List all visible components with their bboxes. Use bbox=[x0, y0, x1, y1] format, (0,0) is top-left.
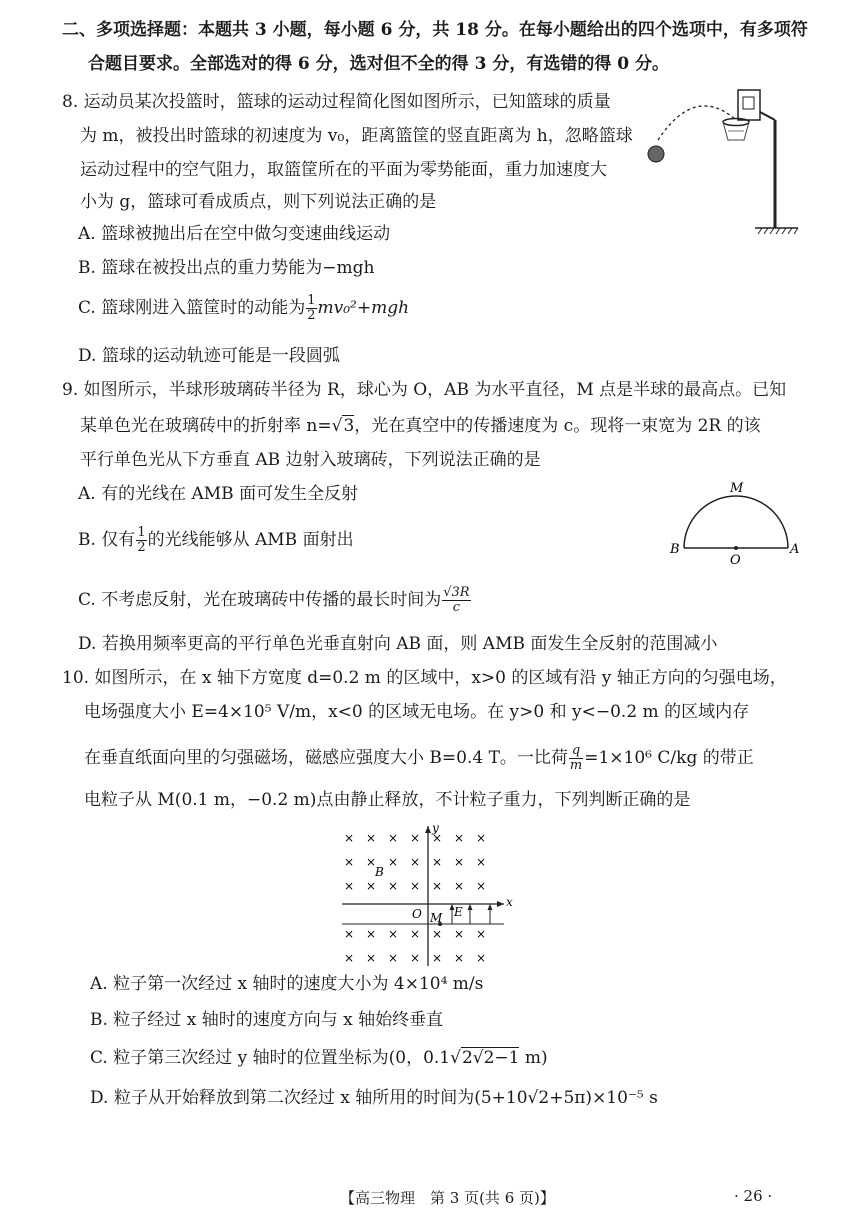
q8-option-d: D. 篮球的运动轨迹可能是一段圆弧 bbox=[78, 346, 340, 366]
q9-option-d: D. 若换用频率更高的平行单色光垂直射向 AB 面，则 AMB 面发生全反射的范围减小 bbox=[78, 634, 718, 654]
q8-option-c-text: C. 篮球刚进入篮筐时的动能为 bbox=[78, 298, 306, 318]
label-y: y bbox=[432, 821, 439, 835]
field-cross-mark: × bbox=[388, 831, 399, 845]
field-cross-mark: × bbox=[476, 879, 487, 893]
q9-option-b-fraction bbox=[136, 526, 146, 555]
q10-option-a: A. 粒子第一次经过 x 轴时的速度大小为 4×10⁴ m/s bbox=[90, 974, 484, 994]
label-b: B bbox=[375, 865, 384, 879]
field-cross-mark: × bbox=[344, 927, 355, 941]
field-cross-mark: × bbox=[454, 951, 465, 965]
ground-hatch bbox=[758, 228, 798, 234]
field-diagram bbox=[332, 820, 522, 972]
q9-option-c bbox=[78, 586, 472, 615]
q10-stem-line2: 电场强度大小 E=4×10⁵ V/m，x<0 的区域无电场。在 y>0 和 y<−0.2 m 的区域内存 bbox=[84, 702, 750, 722]
q9-stem-line2-pre: 某单色光在玻璃砖中的折射率 n= bbox=[80, 416, 332, 436]
q10-option-b: B. 粒子经过 x 轴时的速度方向与 x 轴始终垂直 bbox=[90, 1010, 444, 1030]
hoop-rim bbox=[723, 119, 749, 126]
q10-stem-line3 bbox=[84, 744, 754, 773]
label-a: A bbox=[790, 542, 800, 557]
q10-option-c-post: m) bbox=[519, 1048, 548, 1068]
q10-stem-line3-pre: 在垂直纸面向里的匀强磁场，磁感应强度大小 B=0.4 T。一比荷 bbox=[84, 748, 568, 768]
field-cross-mark: × bbox=[432, 951, 443, 965]
field-cross-mark: × bbox=[432, 855, 443, 869]
q10-stem-line3-post: =1×10⁶ C/kg 的带正 bbox=[584, 748, 754, 768]
label-m: M bbox=[430, 911, 443, 925]
q8-option-c bbox=[78, 294, 409, 323]
field-cross-mark: × bbox=[410, 831, 421, 845]
field-cross-mark: × bbox=[454, 855, 465, 869]
q8-option-c-numerator: 1 bbox=[307, 293, 316, 308]
basketball-diagram bbox=[640, 82, 802, 240]
q9-stem-line2: 某单色光在玻璃砖中的折射率 n=√3，光在真空中的传播速度为 c。现将一束宽为 2R 的该 bbox=[80, 416, 761, 436]
q10-stem-line1: 10. 如图所示，在 x 轴下方宽度 d=0.2 m 的区域中，x>0 的区域有沿 y 轴正方向的匀强电场， bbox=[62, 668, 787, 688]
q9-option-c-numerator: √3R bbox=[443, 585, 470, 600]
field-cross-mark: × bbox=[454, 879, 465, 893]
q10-option-c: C. 粒子第三次经过 y 轴时的位置坐标为(0，0.1√2√2−1 m) bbox=[90, 1048, 548, 1068]
field-cross-mark: × bbox=[388, 927, 399, 941]
q9-option-a: A. 有的光线在 AMB 面可发生全反射 bbox=[78, 484, 359, 504]
field-cross-mark: × bbox=[344, 879, 355, 893]
field-cross-mark: × bbox=[476, 927, 487, 941]
label-x: x bbox=[506, 895, 513, 909]
backboard-square bbox=[743, 97, 754, 109]
field-cross-mark: × bbox=[344, 951, 355, 965]
backboard bbox=[738, 90, 760, 120]
field-cross-mark: × bbox=[388, 855, 399, 869]
basketball-icon bbox=[648, 146, 664, 162]
q8-option-c-fraction bbox=[306, 294, 316, 323]
q9-stem-line3: 平行单色光从下方垂直 AB 边射入玻璃砖，下列说法正确的是 bbox=[80, 450, 541, 470]
label-m: M bbox=[730, 481, 744, 496]
q8-option-a: A. 篮球被抛出后在空中做匀变速曲线运动 bbox=[78, 224, 391, 244]
q9-option-b-post: 的光线能够从 AMB 面射出 bbox=[147, 530, 354, 550]
q8-option-b: B. 篮球在被投出点的重力势能为−mgh bbox=[78, 258, 375, 278]
q8-stem-line2: 为 m，被投出时篮球的初速度为 v₀，距离篮筐的竖直距离为 h，忽略篮球 bbox=[80, 126, 633, 146]
q10-charge-ratio-denominator: m bbox=[569, 758, 583, 773]
q9-stem-sqrt: 3 bbox=[343, 416, 355, 436]
field-cross-mark: × bbox=[476, 831, 487, 845]
page-footer: 【高三物理 第 3 页(共 6 页)】 bbox=[340, 1189, 555, 1207]
q9-option-c-fraction bbox=[442, 586, 470, 615]
field-cross-mark: × bbox=[454, 927, 465, 941]
field-cross-mark: × bbox=[410, 879, 421, 893]
field-cross-mark: × bbox=[366, 879, 377, 893]
q10-charge-ratio-numerator: q bbox=[569, 744, 583, 759]
section-header-line2: 合题目要求。全部选对的得 6 分，选对但不全的得 3 分，有选错的得 0 分。 bbox=[88, 54, 669, 74]
q9-stem-line2-post: ，光在真空中的传播速度为 c。现将一束宽为 2R 的该 bbox=[354, 416, 761, 436]
field-cross-mark: × bbox=[432, 879, 443, 893]
q10-option-d: D. 粒子从开始释放到第二次经过 x 轴所用的时间为(5+10√2+5π)×10⁻⁵ s bbox=[90, 1088, 658, 1108]
x-axis-arrowhead bbox=[497, 901, 504, 907]
hoop-arm bbox=[760, 112, 775, 120]
field-cross-mark: × bbox=[366, 951, 377, 965]
magnetic-field-crosses bbox=[344, 831, 486, 965]
label-o: O bbox=[730, 553, 741, 568]
q9-stem-line1: 9. 如图所示，半球形玻璃砖半径为 R，球心为 O，AB 为水平直径，M 点是半球的最高点。已知 bbox=[62, 380, 787, 400]
field-cross-mark: × bbox=[410, 927, 421, 941]
field-cross-mark: × bbox=[366, 831, 377, 845]
q8-stem-line3: 运动过程中的空气阻力，取篮筐所在的平面为零势能面，重力加速度大 bbox=[80, 160, 607, 180]
field-cross-mark: × bbox=[388, 879, 399, 893]
q10-option-c-sqrt: 2√2−1 bbox=[461, 1048, 520, 1068]
q8-stem-line4: 小为 g，篮球可看成质点，则下列说法正确的是 bbox=[80, 192, 437, 212]
page-number: · 26 · bbox=[734, 1187, 773, 1205]
q9-option-b bbox=[78, 526, 354, 555]
center-point-o bbox=[734, 546, 738, 550]
field-cross-mark: × bbox=[366, 855, 377, 869]
section-header-line1: 二、多项选择题：本题共 3 小题，每小题 6 分，共 18 分。在每小题给出的四个选项中，有多项符 bbox=[62, 20, 808, 40]
field-cross-mark: × bbox=[410, 855, 421, 869]
q9-option-c-denominator: c bbox=[452, 600, 461, 615]
y-axis-arrowhead bbox=[425, 826, 431, 833]
label-o: O bbox=[412, 907, 422, 921]
q10-stem-line4: 电粒子从 M(0.1 m，−0.2 m)点由静止释放，不计粒子重力，下列判断正确的是 bbox=[84, 790, 691, 810]
field-cross-mark: × bbox=[366, 927, 377, 941]
field-cross-mark: × bbox=[344, 855, 355, 869]
field-cross-mark: × bbox=[454, 831, 465, 845]
field-cross-mark: × bbox=[388, 951, 399, 965]
q9-option-c-pre: C. 不考虑反射，光在玻璃砖中传播的最长时间为 bbox=[78, 590, 442, 610]
label-e: E bbox=[454, 905, 463, 919]
q9-option-b-numerator: 1 bbox=[137, 525, 146, 540]
q8-option-c-expr: mv₀²+mgh bbox=[317, 298, 410, 318]
field-cross-mark: × bbox=[432, 831, 443, 845]
q10-option-c-pre: C. 粒子第三次经过 y 轴时的位置坐标为(0，0.1 bbox=[90, 1048, 451, 1068]
semicircle-arc bbox=[684, 496, 788, 548]
semicircle-glass-diagram bbox=[666, 478, 806, 570]
q8-stem-line1: 8. 运动员某次投篮时，篮球的运动过程简化图如图所示，已知篮球的质量 bbox=[62, 92, 611, 112]
field-cross-mark: × bbox=[344, 831, 355, 845]
field-cross-mark: × bbox=[476, 951, 487, 965]
label-b: B bbox=[670, 542, 680, 557]
field-cross-mark: × bbox=[410, 951, 421, 965]
field-cross-mark: × bbox=[476, 855, 487, 869]
q9-option-b-denominator: 2 bbox=[137, 540, 146, 555]
q10-charge-ratio-fraction bbox=[569, 744, 583, 773]
field-cross-mark: × bbox=[432, 927, 443, 941]
q9-option-b-pre: B. 仅有 bbox=[78, 530, 136, 550]
q8-option-c-denominator: 2 bbox=[307, 308, 316, 323]
